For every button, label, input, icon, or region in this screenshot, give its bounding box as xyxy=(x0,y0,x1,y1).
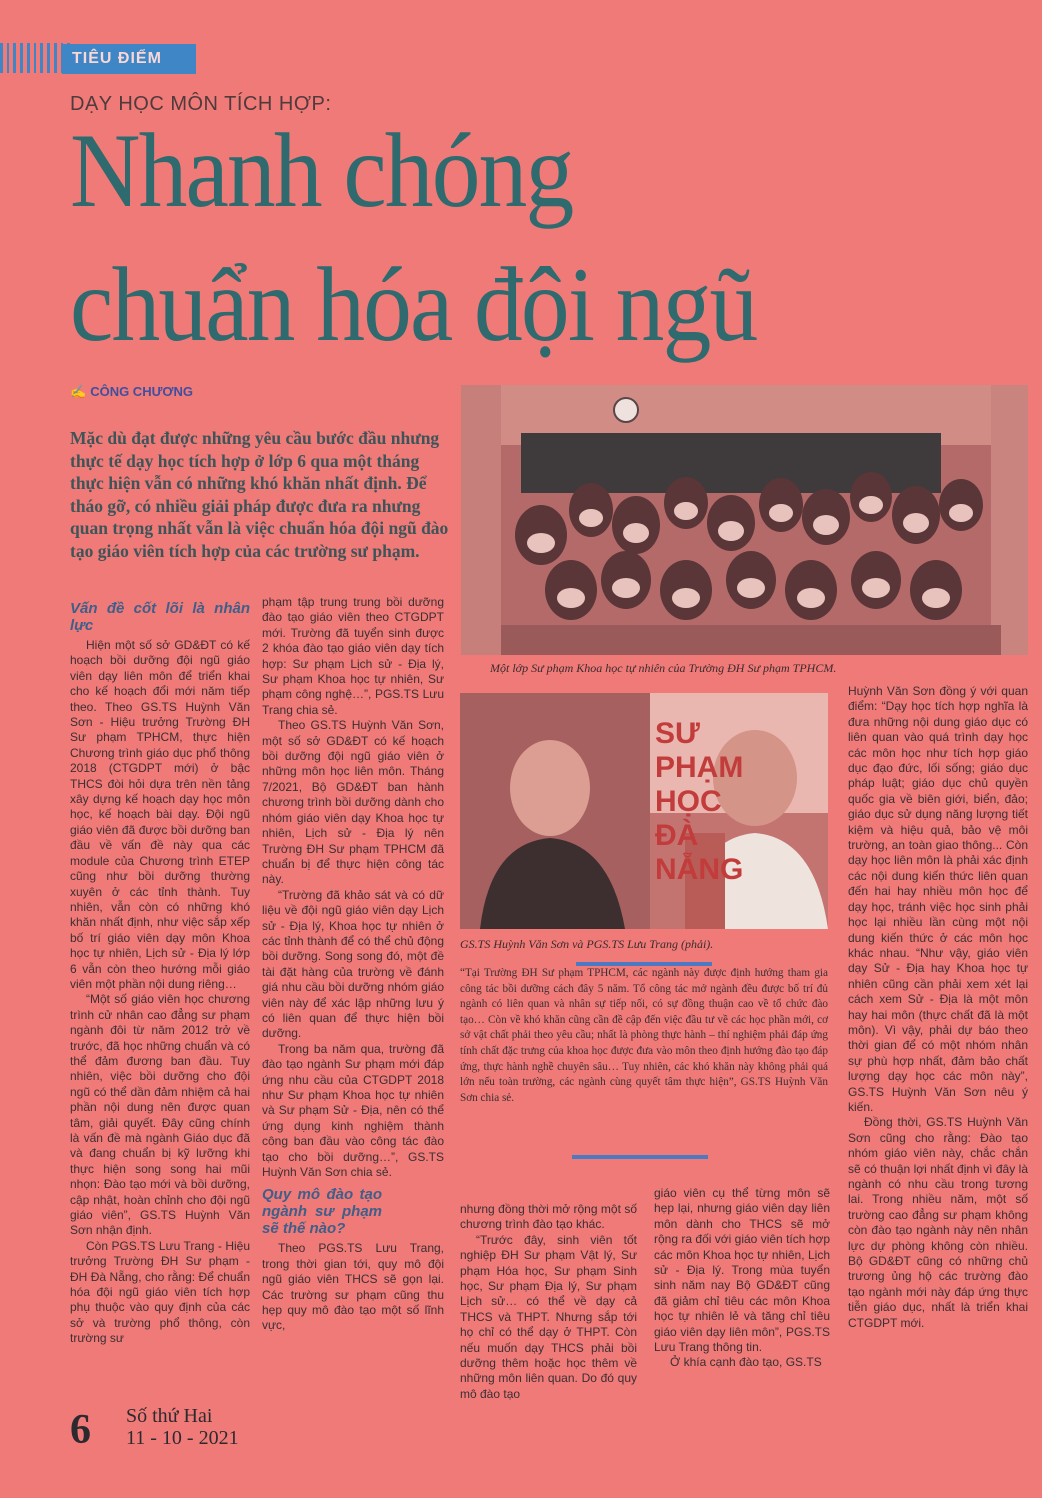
subheading-nhan-luc: Vấn đề cốt lõi là nhân lực xyxy=(70,600,250,634)
headline-line-2: chuẩn hóa đội ngũ xyxy=(70,246,757,363)
column-1 xyxy=(70,594,250,1347)
column-5 xyxy=(848,684,1028,1331)
lead-paragraph: Mặc dù đạt được những yêu cầu bước đầu nhưng thực tế dạy học tích hợp ở lớp 6 qua một tháng thực hiện vẫn có những khó khăn nhất định. Để tháo gỡ, có nhiều giải pháp được đưa ra nhưng quan trọng nhất vẫn là việc chuẩn hóa đội ngũ đào tạo giáo viên tích hợp của các trường sư phạm. xyxy=(70,428,449,561)
subheading-quy-mo: Quy mô đào tạo ngành sư phạm sẽ thế nào? xyxy=(262,1186,382,1238)
classroom-photo xyxy=(461,385,1028,655)
col1-paragraph: Còn PGS.TS Lưu Trang - Hiệu trưởng Trường ĐH Sư phạm - ĐH Đà Nẵng, cho rằng: Để chuẩn hóa đội ngũ giáo viên tích hợp phụ thuộc vào quy định của các sở và trường phổ thông, còn trường sư xyxy=(70,1238,250,1346)
col2-paragraph: Trong ba năm qua, trường đã đào tạo ngành Sư phạm mới đáp ứng nhu cầu của CTGDPT 2018 như Sư phạm Khoa học tự nhiên và Sư phạm Sử - Địa, nên có thể ứng dụng kinh nghiệm thành công ban đầu vào công tác đào tạo cho bồi dưỡng…”, GS.TS Huỳnh Văn Sơn chia sẻ. xyxy=(262,1041,444,1180)
classroom-photo-illustration xyxy=(461,385,1028,655)
col4-paragraph: giáo viên cụ thể từng môn sẽ hẹp lại, nhưng giáo viên dạy liên môn dành cho THCS sẽ mở rộng ra đối với giáo viên tích hợp các môn Khoa học tự nhiên, Lịch sử - Địa lý. Trong mùa tuyển sinh năm nay Bộ GD&ĐT cũng đã giảm chỉ tiêu các môn Khoa học tự nhiên lẻ và tăng chỉ tiêu giáo viên dạy liên môn”, PGS.TS Lưu Trang thông tin. xyxy=(654,1186,830,1355)
issue-info xyxy=(126,1405,239,1449)
issue-name: Số thứ Hai xyxy=(126,1405,213,1427)
page-number: 6 xyxy=(70,1407,91,1453)
col1-paragraph: “Một số giáo viên học chương trình cử nhân cao đẳng sư phạm ngành đôi từ năm 2012 trở về trước, đã học những chuẩn và có thể đảm đương ban đầu. Tuy nhiên, việc bồi dưỡng cho đội ngũ có thể dần đảm nhiệm cả hai phần nội dung nên được quan tâm, giải quyết. Đây cũng chính là vấn đề mà ngành Giáo dục đã và đang chuẩn bị kỹ lưỡng khi thực hiện song song hai mũi nhọn: Đào tạo mới và bồi dưỡng, cập nhật, hoàn chỉnh cho đội ngũ giáo viên”, GS.TS Huỳnh Văn Sơn nhận định. xyxy=(70,992,250,1238)
column-2 xyxy=(262,595,444,1334)
col4-paragraph: Ở khía cạnh đào tạo, GS.TS xyxy=(670,1355,822,1370)
col3-paragraph: “Trước đây, sinh viên tốt nghiệp ĐH Sư phạm Vật lý, Sư phạm Hóa học, Sư phạm Sinh học, Sư phạm Địa lý, Sư phạm Lịch sử… có thể về dạy cả THCS và THPT. Nhưng sắp tới họ chỉ có thể dạy ở THPT. Còn nếu muốn dạy THCS phải bồi dưỡng thêm hoặc học thêm về những môn liên quan. Do đó quy mô đào tạo xyxy=(460,1232,637,1401)
col2-paragraph: phạm tập trung trung bồi dưỡng đào tạo giáo viên theo CTGDPT mới. Trường đã tuyển sinh được 2 khóa đào tạo giáo viên dạy tích hợp: Sư phạm Lịch sử - Địa lý, Sư phạm Khoa học tự nhiên, Sư phạm công nghệ…”, PGS.TS Lưu Trang chia sẻ. xyxy=(262,595,444,717)
portrait-photo-illustration xyxy=(460,693,828,929)
kicker: DẠY HỌC MÔN TÍCH HỢP: xyxy=(70,93,332,115)
pull-quote: “Tại Trường ĐH Sư phạm TPHCM, các ngành này được định hướng tham gia công tác bồi dưỡng cách đây 5 năm. Tổ công tác mở ngành đều được bố trí đủ ngành có liên quan và nhân sự tiếp nối, có sự đồng thuận cao về tổ chức đào tạo… Còn về khó khăn cũng cần đề cập đến việc đầu tư về các học phần mới, cơ sở vật chất phải theo yêu cầu; nhất là phòng thực hành – thí nghiệm phải đáp ứng tính chất đặc trưng của khoa học được đưa vào môn theo định hướng đào tạo đáp ứng, thực hành nghề chuyên sâu… Tuy nhiên, các khó khăn này không phải quá lớn nếu toàn trường, các ngành cùng quyết tâm thực hiện”, GS.TS Huỳnh Văn Sơn chia sẻ. xyxy=(460,967,828,1104)
column-3 xyxy=(460,1202,637,1402)
quote-rule-bottom xyxy=(572,1155,708,1159)
author-name: CÔNG CHƯƠNG xyxy=(90,384,193,399)
col1-paragraph: Hiện một số sở GD&ĐT có kế hoạch bồi dưỡng đội ngũ giáo viên dạy liên môn để triển khai cho kế hoạch đổi mới năm tiếp theo. Theo GS.TS Huỳnh Văn Sơn - Hiệu trưởng Trường ĐH Sư phạm TPHCM, thực hiện Chương trình giáo dục phổ thông 2018 (CTGDPT mới) ở bậc THCS đòi hỏi dựa trên nền tảng xây dựng kế hoạch dạy học môn học, kế hoạch bài dạy. Đội ngũ giáo viên đã được bồi dưỡng ban đầu về vấn đề này qua các module của Chương trình ETEP cũng như bồi dưỡng thường xuyên ở các tỉnh thành. Tuy nhiên, vẫn còn có những khó khăn nhất định, như việc sắp xếp bố trí giáo viên dạy môn Khoa học tự nhiên, Lịch sử - Địa lý lớp 6 vẫn còn theo hướng mỗi giáo viên một phần nội dung riêng… xyxy=(70,638,250,991)
col5-paragraph: Đồng thời, GS.TS Huỳnh Văn Sơn cũng cho rằng: Đào tạo nhóm giáo viên này, chắc chắn sẽ có thuận lợi nhất định vì đây là ngành có nhu cầu trong tương lai. Trong nhiều năm, một số trường cao đẳng sư phạm không còn đào tạo ngành này nên nhân lực dự phòng không còn nhiều. Bộ GD&ĐT cũng có những chủ trương ủng hộ các trường đào tạo ngành mới này đáp ứng thực tiễn giáo dục, nhất là triển khai CTGDPT mới. xyxy=(848,1115,1028,1330)
column-4 xyxy=(654,1186,830,1371)
col2-paragraph: Theo PGS.TS Lưu Trang, trong thời gian tới, quy mô đội ngũ giáo viên THCS sẽ gọn lại. Các trường sư phạm cũng thu hẹp quy mô đào tạo một số lĩnh vực, xyxy=(262,1241,444,1333)
section-tag: TIÊU ĐIỂM xyxy=(62,44,196,74)
photo2-banner: SƯ PHẠM HỌC ĐÀ NẴNG xyxy=(655,717,744,886)
col3-paragraph: nhưng đồng thời mở rộng một số chương trình đào tạo khác. xyxy=(460,1202,637,1232)
photo1-caption: Một lớp Sư phạm Khoa học tự nhiên của Trường ĐH Sư phạm TPHCM. xyxy=(490,661,837,675)
photo2-caption: GS.TS Huỳnh Văn Sơn và PGS.TS Lưu Trang (phải). xyxy=(460,937,714,951)
col5-paragraph: Huỳnh Văn Sơn đồng ý với quan điểm: “Dạy học tích hợp nghĩa là đưa những nội dung giáo dục có liên quan vào quá trình dạy học các môn học như tích hợp giáo dục đạo đức, lối sống; giáo dục pháp luật; giáo dục chủ quyền quốc gia về biên giới, biển, đảo; giáo dục sử dụng năng lượng tiết kiệm và hiệu quả, bảo vệ môi trường, an toàn giao thông... Còn dạy học liên môn là phải xác định các nội dung kiến thức liên quan đến hai hay nhiều môn học để dạy học, tránh việc học sinh phải học lại nhiều lần cùng một nội dung kiến thức ở các môn học khác nhau. “Như vậy, giáo viên dạy Sử - Địa hay Khoa học tự nhiên cũng cần phải xem xét lại cách xem Sử - Địa là một môn hay hai môn (thực chất đã là một môn). Vì vậy, phải dự báo theo thời gian để có một nhóm nhân sự phù hợp nhất, đảm bảo chất lượng dạy học các môn này”, GS.TS Huỳnh Văn Sơn nêu ý kiến. xyxy=(848,684,1028,1114)
byline xyxy=(70,384,193,400)
pen-icon: ✍ xyxy=(70,384,87,399)
header-stripes xyxy=(0,43,70,73)
headline-line-1: Nhanh chóng xyxy=(70,112,573,229)
col2-paragraph: “Trường đã khảo sát và có dữ liệu về đội ngũ giáo viên dạy Lịch sử - Địa lý, Khoa học tự nhiên ở các tỉnh thành để có thể chủ động bồi dưỡng. Song song đó, một đề tài đặt hàng của trường về đánh giá nhu cầu bồi dưỡng nhóm giáo viên này để xác lập những lưu ý có liên quan để thực hiện bồi dưỡng. xyxy=(262,887,444,1041)
issue-date: 11 - 10 - 2021 xyxy=(126,1427,239,1449)
portrait-photo xyxy=(460,693,828,929)
col2-paragraph: Theo GS.TS Huỳnh Văn Sơn, một số sở GD&ĐT có kế hoạch bồi dưỡng đội ngũ giáo viên ở những môn học liên môn. Tháng 7/2021, Bộ GD&ĐT ban hành chương trình bồi dưỡng dành cho nhóm giáo viên dạy Khoa học tự nhiên, Lịch sử - Địa lý nên Trường ĐH Sư phạm TPHCM đã chuẩn bị để thực hiện công tác này. xyxy=(262,718,444,887)
